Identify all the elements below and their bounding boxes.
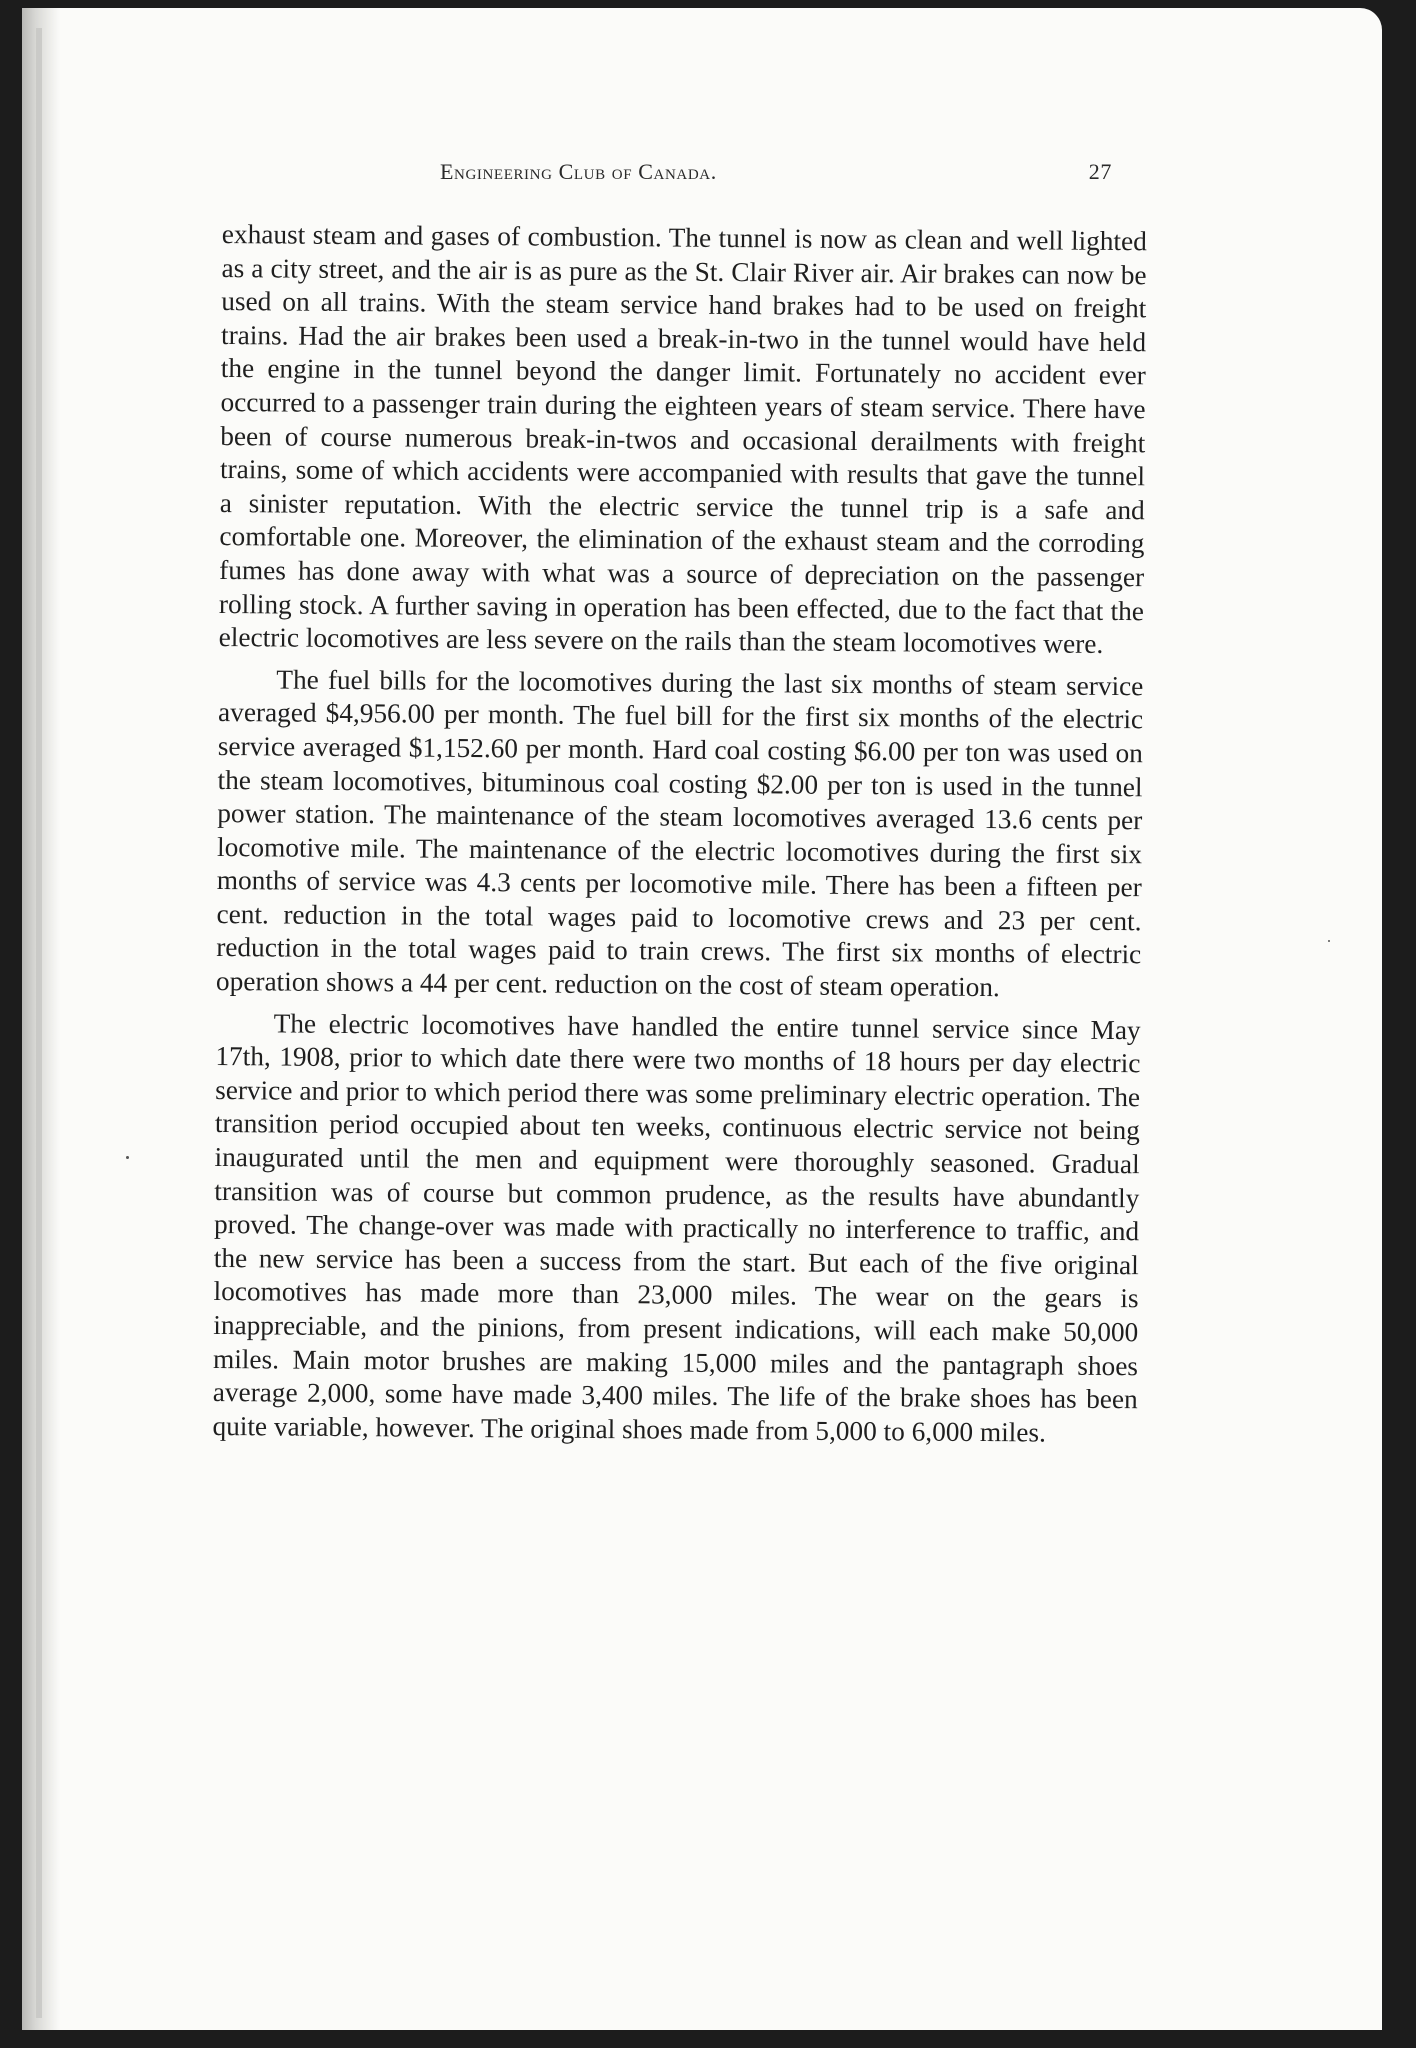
page-number: 27: [1088, 159, 1112, 184]
body-text: [212, 218, 1147, 1451]
paragraph-1: exhaust steam and gases of combustion. The tunnel is now as clean and well lighted as a city street, and the air is as pure as the St. Clair River air. Air brakes can now be used on all trains. With the steam service hand brakes had to be used on freight trains. Had the air brakes been used a break-in-two in the tunnel would have held the engine in the tunnel beyond the danger limit. Fortunately no accident ever occurred to a passenger train during the eighteen years of steam service. There have been of course numerous break-in-twos and occasional derailments with freight trains, some of which accidents were accompanied with results that gave the tunnel a sinister reputation. With the electric service the tunnel trip is a safe and comfortable one. Moreover, the elimination of the exhaust steam and the corroding fumes has done away with what was a source of depreciation on the passenger rolling stock. A further saving in operation has been effected, due to the fact that the electric locomotives are less severe on the rails than the steam locomotives were.: [218, 218, 1147, 660]
running-head-title: Engineering Club of Canada.: [440, 159, 717, 184]
paragraph-2: The fuel bills for the locomotives during the last six months of steam service averaged $4,956.00 per month. The fuel bill for the first six months of the electric service averaged $1,152.60 per month. Hard coal costing $6.00 per ton was used on the steam locomotives, bituminous coal costing $2.00 per ton is used in the tunnel power station. The maintenance of the steam locomotives averaged 13.6 cents per locomotive mile. The maintenance of the electric locomotives during the first six months of service was 4.3 cents per locomotive mile. There has been a fifteen per cent. reduction in the total wages paid to locomotive crews and 23 per cent. reduction in the total wages paid to train crews. The first six months of electric operation shows a 44 per cent. reduction on the cost of steam operation.: [215, 664, 1144, 1003]
scan-speck: [1328, 940, 1330, 942]
scan-speck: [126, 1156, 129, 1159]
paragraph-3: The electric locomotives have handled the entire tunnel service since May 17th, 1908, prior to which date there were two months of 18 hours per day electric service and prior to which period there was some preliminary electric operation. The transition period occupied about ten weeks, continuous electric service not being inaugurated until the men and equipment were thoroughly seasoned. Gradual transition was of course but common prudence, as the results have abundantly proved. The change-over was made with practically no interference to traffic, and the new service has been a success from the start. But each of the five original locomotives has made more than 23,000 miles. The wear on the gears is inappreciable, and the pinions, from present indications, will each make 50,000 miles. Main motor brushes are making 15,000 miles and the pantagraph shoes average 2,000, some have made 3,400 miles. The life of the brake shoes has been quite variable, however. The original shoes made from 5,000 to 6,000 miles.: [212, 1008, 1141, 1448]
binding-edge: [36, 28, 42, 2018]
running-head: [440, 159, 1112, 189]
book-page: [22, 8, 1382, 2030]
